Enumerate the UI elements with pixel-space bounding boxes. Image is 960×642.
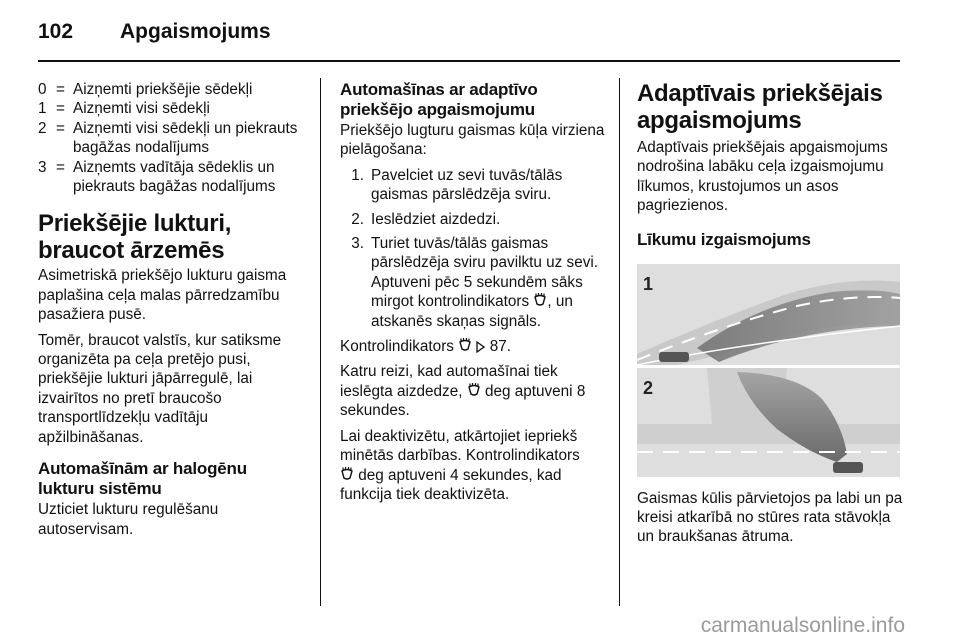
seat-code-text: Aizņemti visi sēdekļi — [73, 100, 210, 118]
step-text: Pavelciet uz sevi tuvās/tālās gaismas pārslēdzēja sviru. — [371, 166, 563, 204]
subheading-curve-lighting: Līkumu izgaismojums — [637, 229, 811, 249]
paragraph: Priekšējo lugturu gaismas kūļa virziena pielāgošana: — [340, 122, 605, 159]
panel-label-1: 1 — [643, 273, 654, 294]
seat-code-row — [38, 99, 306, 118]
page-reference: 87. — [489, 338, 511, 356]
column-2 — [340, 80, 608, 510]
seat-code-num: 2 — [38, 119, 47, 137]
column-3 — [637, 80, 905, 553]
headlight-warning-icon — [340, 467, 354, 482]
seat-code-row — [38, 80, 306, 99]
seat-code-num: 3 — [38, 158, 47, 176]
paragraph-text: deg aptuveni 4 sekundes, kad funkcija tiek deaktivizēta. — [340, 466, 562, 503]
seat-code-row — [38, 119, 306, 158]
page-number: 102 — [38, 20, 74, 43]
watermark: carmanualsonline.info — [700, 614, 905, 637]
paragraph — [340, 427, 608, 505]
header-rule — [38, 60, 900, 62]
seat-codes-list — [38, 80, 306, 196]
column-1 — [38, 80, 306, 545]
paragraph: Uzticiet lukturu regulēšanu autoservisam. — [38, 501, 219, 538]
panel-1-curve — [637, 264, 900, 365]
headlight-warning-icon — [458, 338, 472, 353]
step-number: 1. — [351, 166, 364, 184]
steps-list — [340, 166, 608, 331]
seat-code-eq: = — [56, 100, 65, 118]
list-item — [340, 166, 608, 205]
seat-code-eq: = — [56, 81, 65, 98]
step-text: Ieslēdziet aizdedzi. — [371, 210, 501, 228]
figure-caption: Gaismas kūlis pārvietojos pa labi un pa kreisi atkarībā no stūres rata stāvokļa un braukšanas ātruma. — [637, 489, 903, 546]
paragraph: Asimetriskā priekšējo lukturu gaisma paplašina ceļa malas pārredzamību pasažiera pusē. — [38, 267, 287, 324]
paragraph-text: Lai deaktivizētu, atkārtojiet iepriekš minētās darbības. Kontrolindikators — [340, 427, 580, 465]
paragraph: Adaptīvais priekšējais apgaismojums nodrošina labāku ceļa izgaismojumu līkumos, krustojumos un asos pagriezienos. — [637, 139, 888, 215]
column-divider-2 — [619, 78, 620, 606]
paragraph — [340, 337, 608, 356]
step-text: Turiet tuvās/tālās gaismas pārslēdzēja sviru pavilktu uz sevi. Aptuveni pēc 5 sekundēm sāks mirgot kontrolindikators — [371, 235, 599, 311]
panel-2-intersection — [637, 368, 900, 477]
section-heading-abroad: Priekšējie lukturi, braucot ārzemēs — [38, 210, 232, 265]
step-number: 2. — [351, 210, 364, 228]
seat-code-text: Aizņemti visi sēdekļi un piekrauts bagāžas nodalījums — [73, 119, 298, 157]
page-header — [38, 14, 922, 54]
seat-code-eq: = — [56, 119, 65, 137]
curve-lighting-svg — [637, 264, 900, 477]
panel-label-2: 2 — [643, 377, 654, 398]
headlight-warning-icon — [533, 293, 547, 308]
seat-code-row — [38, 158, 306, 197]
page-reference-icon — [476, 341, 485, 353]
paragraph — [340, 362, 608, 420]
column-divider-1 — [320, 78, 321, 606]
page-title: Apgaismojums — [120, 20, 271, 43]
section-heading-adaptive-lighting: Adaptīvais priekšējais apgaismojums — [637, 80, 883, 134]
curve-lighting-illustration — [637, 264, 900, 477]
list-item — [340, 234, 608, 331]
subheading-adaptive: Automašīnas ar adaptīvo priekšējo apgaismojumu — [340, 80, 538, 119]
seat-code-eq: = — [56, 158, 65, 176]
subheading-halogen: Automašīnām ar halogēnu lukturu sistēmu — [38, 459, 247, 499]
seat-code-text: Aizņemti priekšējie sēdekļi — [73, 81, 253, 98]
paragraph-text: Katru reizi, kad automašīnai tiek ieslēgta aizdedze, — [340, 363, 558, 400]
paragraph-text: deg aptuveni 8 sekundes. — [340, 382, 586, 420]
step-number: 3. — [351, 235, 364, 253]
paragraph: Tomēr, braucot valstīs, kur satiksme organizēta pa ceļa pretējo pusi, priekšējie lukturi jāpārregulē, lai izvairītos no pretī braucošo transportlīdzekļu vadītāju apžilbināšanas. — [38, 331, 282, 446]
step-text: , un atskanēs skaņas signāls. — [371, 293, 573, 330]
list-item — [340, 210, 608, 229]
seat-code-num: 0 — [38, 81, 47, 98]
headlight-warning-icon — [467, 383, 481, 398]
seat-code-num: 1 — [38, 100, 47, 118]
seat-code-text: Aizņemts vadītāja sēdeklis un piekrauts bagāžas nodalījums — [73, 158, 276, 196]
ctrl-label: Kontrolindikators — [340, 338, 454, 356]
